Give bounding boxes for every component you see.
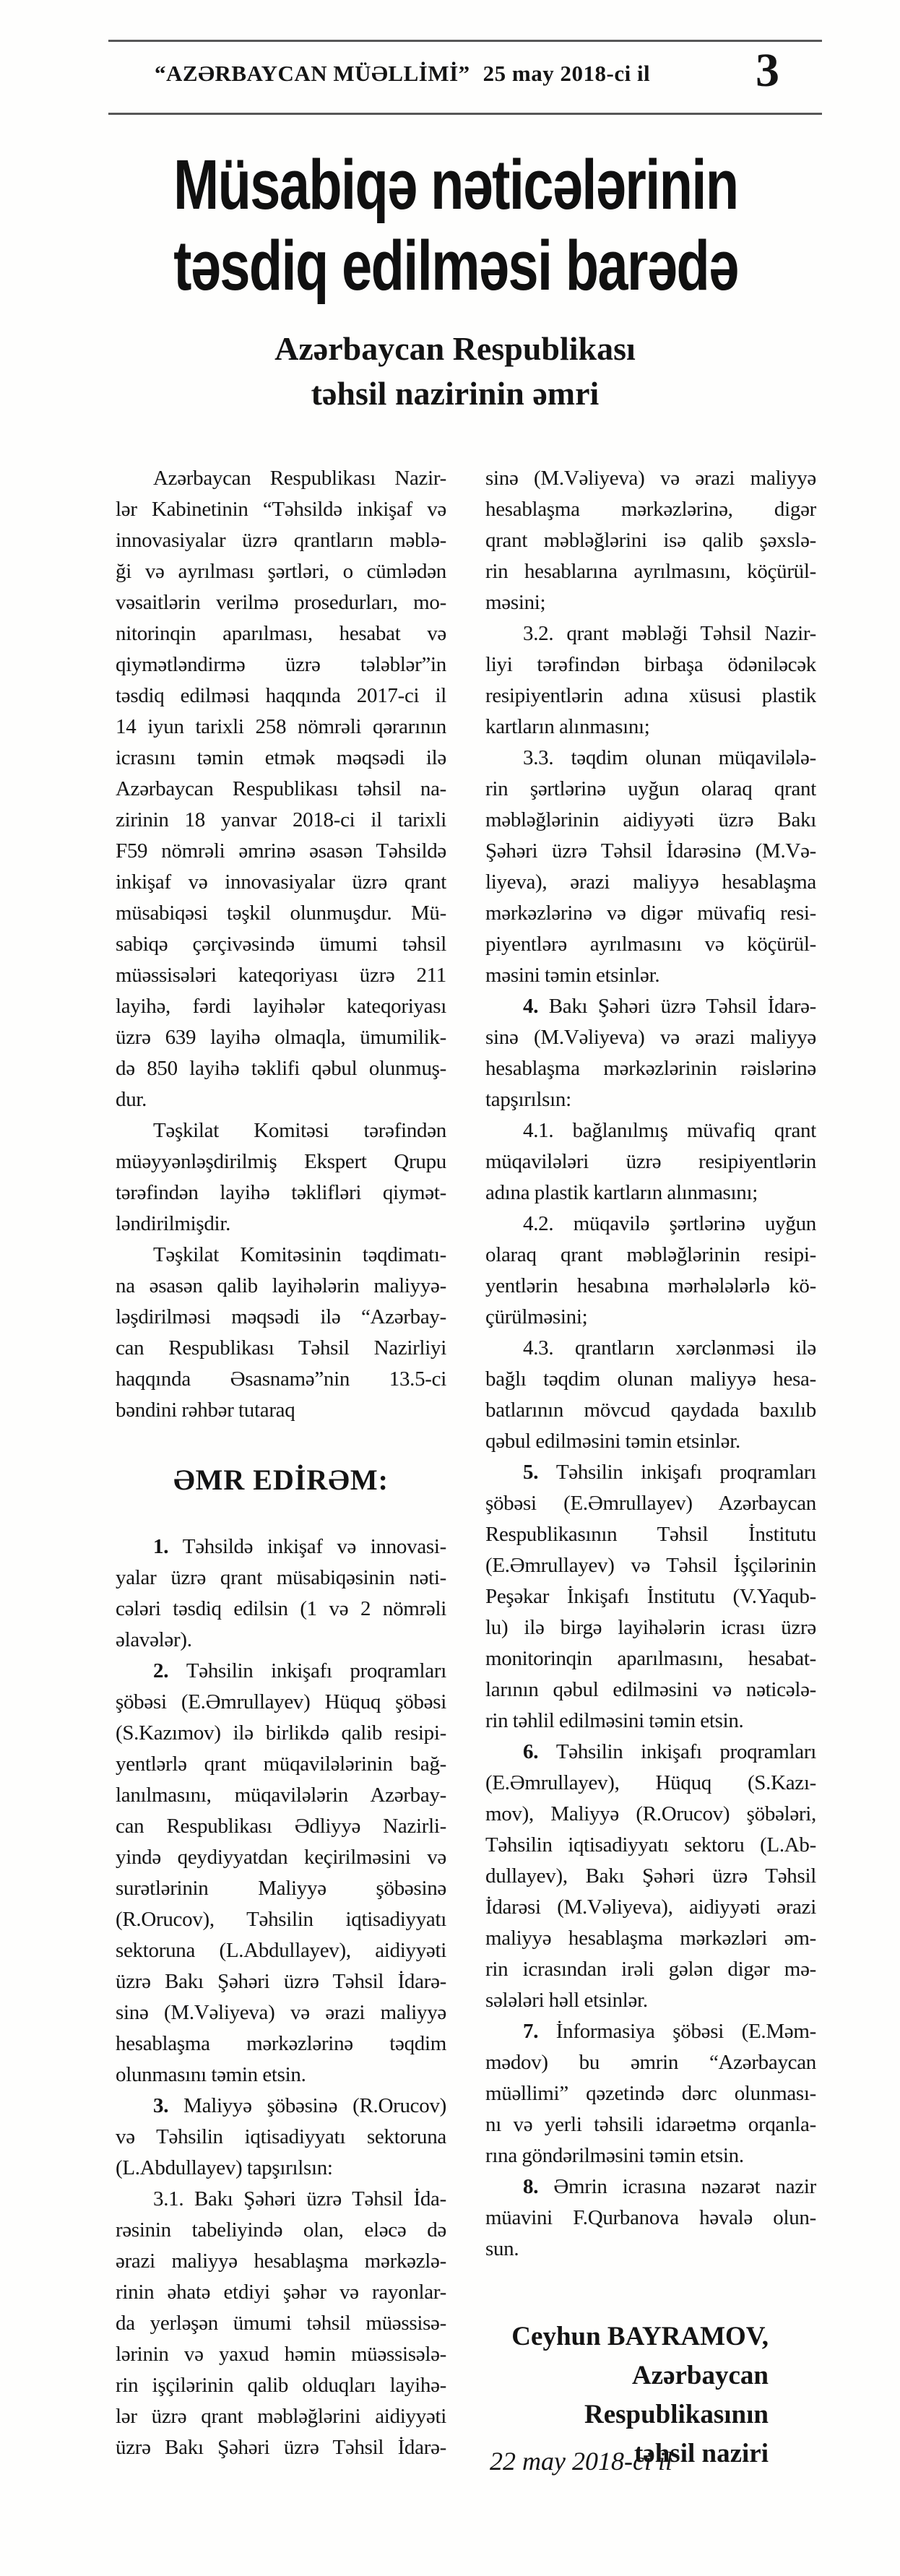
text-line: şöbəsi (E.Əmrullayev) Hüquq şöbəsi	[116, 1690, 446, 1713]
header-divider-bottom	[108, 113, 822, 115]
text-line: na əsasən qalib layihələrin maliyyə-	[116, 1274, 446, 1297]
text-line: (S.Kazımov) ilə birlikdə qalib resipi-	[116, 1721, 446, 1745]
paragraph	[116, 2091, 446, 2184]
text-line: 3.3. təqdim olunan müqavilələ-	[523, 746, 816, 769]
text-line: sektoruna (L.Abdullayev), aidiyyəti	[116, 1939, 446, 1962]
article-subtitle-line1: Azərbaycan Respublikası	[274, 330, 636, 367]
text-line: monitorinqin aparılmasını, hesabat-	[485, 1647, 816, 1670]
text-line: maliyyə hesablaşma mərkəzləri əm-	[485, 1927, 816, 1950]
text-line: 4.3. qrantların xərclənməsi ilə	[523, 1336, 816, 1360]
text-line: 4.1. bağlanılmış müvafiq qrant	[523, 1119, 816, 1142]
text-line: Təşkilat Komitəsi tərəfindən	[153, 1119, 446, 1142]
paragraph	[485, 2016, 816, 2171]
masthead-title: “AZƏRBAYCAN MÜƏLLİMİ”	[155, 61, 470, 86]
text-line: rin şərtlərinə uyğun olaraq qrant	[485, 777, 816, 800]
text-line: 8. Əmrin icrasına nəzarət nazir	[523, 2175, 816, 2198]
text-line: Peşəkar İnkişafı İnstitutu (V.Yaqub-	[485, 1585, 816, 1608]
text-line: ərazi maliyyə hesablaşma mərkəzlə-	[116, 2249, 446, 2273]
text-line: haqqında Əsasnamə”nin 13.5-ci	[116, 1367, 446, 1391]
text-line: tapşırılsın:	[485, 1088, 571, 1111]
text-line: olaraq qrant məbləğlərinin resipi-	[485, 1243, 816, 1266]
order-date: 22 may 2018-ci il	[490, 2447, 672, 2476]
text-line: yentlərin hesabına mərhələlərlə kö-	[485, 1274, 816, 1297]
text-line: müəllimi” qəzetində dərc olunması-	[485, 2082, 816, 2105]
text-line: sinə (M.Vəliyeva) və ərazi maliyyə	[485, 1026, 816, 1049]
text-line: tərəfindən layihə təklifləri qiymət-	[116, 1181, 446, 1204]
text-line: 5. Təhsilin inkişafı proqramları	[523, 1461, 816, 1484]
text-line: 7. İnformasiya şöbəsi (E.Məm-	[523, 2020, 816, 2043]
text-line: məsini təmin etsinlər.	[485, 964, 660, 987]
text-line: mərkəzlərinə və digər müvafiq resi-	[485, 902, 816, 925]
text-line: olunmasını təmin etsin.	[116, 2063, 306, 2086]
text-line: İdarəsi (M.Vəliyeva), aidiyyəti ərazi	[485, 1896, 816, 1919]
text-line: müəssisələri kateqoriyası üzrə 211	[116, 964, 446, 987]
text-line: can Respublikası Ədliyyə Nazirli-	[116, 1815, 446, 1838]
text-line: dullayev), Bakı Şəhəri üzrə Təhsil	[485, 1864, 816, 1888]
text-line: rin icrasından irəli gələn digər mə-	[485, 1958, 816, 1981]
text-line: Təşkilat Komitəsinin təqdimatı-	[153, 1243, 446, 1266]
text-line: çürülməsini;	[485, 1305, 588, 1328]
text-line: resipiyentlərin adına xüsusi plastik	[485, 684, 816, 707]
paragraph	[485, 1457, 816, 1737]
text-line: lər Kabinetinin “Təhsildə inkişaf və	[116, 498, 446, 521]
text-line: müəyyənləşdirilmiş Ekspert Qrupu	[116, 1150, 446, 1173]
paragraph	[116, 1656, 446, 2091]
text-line: 6. Təhsilin inkişafı proqramları	[523, 1740, 816, 1763]
text-line: qiymətləndirmə üzrə tələblər”in	[116, 653, 446, 676]
paragraph	[485, 1115, 816, 1209]
text-line: nitorinqin aparılması, hesabat və	[116, 622, 446, 645]
column-left	[116, 463, 446, 2463]
paragraph	[485, 743, 816, 991]
article-subtitle	[94, 327, 816, 416]
text-line: 4.2. müqavilə şərtlərinə uyğun	[523, 1212, 816, 1235]
text-line: F59 nömrəli əmrinə əsasən Təhsildə	[116, 839, 446, 863]
text-line: vəsaitlərin verilmə prosedurları, mo-	[116, 591, 446, 614]
text-line: mədov) bu əmrin “Azərbaycan	[485, 2051, 816, 2074]
text-line: sinə (M.Vəliyeva) və ərazi maliyyə	[485, 467, 816, 490]
article-title-text1: Müsabiqə nəticələrinin	[173, 145, 738, 224]
text-line: 3.2. qrant məbləği Təhsil Nazir-	[523, 622, 816, 645]
order-heading: ƏMR EDİRƏM:	[173, 1464, 389, 1496]
text-line: də 850 layihə təklifi qəbul olunmuş-	[116, 1057, 446, 1080]
text-line: bağlı təqdim olunan maliyyə hesa-	[485, 1367, 816, 1391]
text-line: hesablaşma mərkəzlərinə, digər	[485, 498, 816, 521]
text-line: (E.Əmrullayev) və Təhsil İşçilərinin	[485, 1554, 816, 1577]
text-line: qəbul edilməsini təmin etsinlər.	[485, 1430, 740, 1453]
text-line: surətlərinin Maliyyə şöbəsinə	[116, 1877, 446, 1900]
text-line: və Təhsilin iqtisadiyyatı sektoruna	[116, 2125, 446, 2148]
text-line: liyeva), ərazi maliyyə hesablaşma	[485, 870, 816, 894]
text-line: üzrə 639 layihə olmaqla, ümumilik-	[116, 1026, 446, 1049]
text-line: larının qəbul edilməsini və nəticələ-	[485, 1678, 816, 1701]
paragraph	[485, 1737, 816, 2016]
signature-role: təhsil naziri	[633, 2439, 769, 2468]
text-line: (L.Abdullayev) tapşırılsın:	[116, 2156, 333, 2179]
page-number: 3	[756, 44, 779, 97]
text-line: rin təhlil edilməsini təmin etsin.	[485, 1709, 744, 1732]
text-line: mov), Maliyyə (R.Orucov) şöbələri,	[485, 1802, 816, 1825]
text-line: 3. Maliyyə şöbəsinə (R.Orucov)	[153, 2094, 446, 2117]
text-line: piyentlərə ayrılmasını və köçürül-	[485, 933, 816, 956]
text-line: 2. Təhsilin inkişafı proqramları	[153, 1659, 446, 1682]
text-line: sinə (M.Vəliyeva) və ərazi maliyyə	[116, 2001, 446, 2024]
masthead	[155, 61, 650, 87]
text-line: (E.Əmrullayev), Hüquq (S.Kazı-	[485, 1771, 816, 1794]
text-line: Azərbaycan Respublikası təhsil na-	[116, 777, 446, 800]
text-line: lu) ilə birgə layihələrin icrası üzrə	[485, 1616, 816, 1639]
text-line: cələri təsdiq edilsin (1 və 2 nömrəli	[116, 1597, 446, 1620]
text-line: rin işçilərinin qalib olduqları layihə-	[116, 2374, 446, 2397]
text-line: müavini F.Qurbanova həvalə olun-	[485, 2206, 816, 2229]
text-line: sələləri həll etsinlər.	[485, 1989, 648, 2012]
text-line: ği və ayrılması şərtləri, o cümlədən	[116, 560, 446, 583]
header-divider-top	[108, 40, 822, 42]
text-line: nı və yerli təhsili idarəetmə orqanla-	[485, 2113, 816, 2136]
paragraph	[485, 1209, 816, 1333]
text-line: rına göndərilməsini təmin etsin.	[485, 2144, 744, 2167]
text-line: innovasiyalar üzrə qrantların məblə-	[116, 529, 446, 552]
paragraph	[485, 2171, 816, 2265]
text-line: üzrə Bakı Şəhəri üzrə Təhsil İdarə-	[116, 1970, 446, 1993]
article-title	[94, 144, 816, 306]
text-line: Respublikasının Təhsil İnstitutu	[485, 1523, 816, 1546]
text-line: kartların alınmasını;	[485, 715, 650, 738]
text-line: müsabiqəsi təşkil olunmuşdur. Mü-	[116, 902, 446, 925]
text-line: lər üzrə qrant məbləğlərini aidiyyəti	[116, 2405, 446, 2428]
text-line: ləşdirilməsi məqsədi ilə “Azərbay-	[116, 1305, 446, 1328]
signature-org: Azərbaycan Respublikasının	[584, 2361, 769, 2429]
text-line: şöbəsi (E.Əmrullayev) Azərbaycan	[485, 1492, 816, 1515]
text-line: əlavələr).	[116, 1628, 192, 1651]
paragraph	[485, 463, 816, 618]
text-line: 4. Bakı Şəhəri üzrə Təhsil İdarə-	[523, 995, 816, 1018]
article-title-line2	[94, 225, 816, 306]
paragraph	[116, 463, 446, 1115]
text-line: adına plastik kartların alınmasını;	[485, 1181, 758, 1204]
text-line: müqavilələri üzrə resipiyentlərin	[485, 1150, 816, 1173]
text-line: təsdiq edilməsi haqqında 2017-ci il	[116, 684, 446, 707]
column-right	[485, 463, 816, 2265]
text-line: layihə, fərdi layihələr kateqoriyası	[116, 995, 446, 1018]
article-subtitle-line2: təhsil nazirinin əmri	[311, 375, 600, 412]
text-line: məbləğlərinin aidiyyəti üzrə Bakı	[485, 808, 816, 831]
article-title-text2: təsdiq edilməsi barədə	[173, 226, 738, 305]
text-line: dur.	[116, 1088, 147, 1111]
text-line: yentlərlə qrant müqavilələrinin bağ-	[116, 1752, 446, 1776]
text-line: lanılmasını, müqavilələrin Azərbay-	[116, 1784, 446, 1807]
text-line: 3.1. Bakı Şəhəri üzrə Təhsil İda-	[153, 2187, 446, 2210]
text-line: yalar üzrə qrant müsabiqəsinin nəti-	[116, 1566, 446, 1589]
text-line: sabiqə çərçivəsində ümumi təhsil	[116, 933, 446, 956]
signature-name: Ceyhun BAYRAMOV,	[511, 2322, 769, 2351]
paragraph	[485, 991, 816, 1115]
text-line: rin hesablarına ayrılmasını, köçürül-	[485, 560, 816, 583]
paragraph	[485, 618, 816, 743]
article-title-line1	[94, 144, 816, 225]
text-line: məsini;	[485, 591, 546, 614]
text-line: icrasını təmin etmək məqsədi ilə	[116, 746, 446, 769]
paragraph	[116, 1240, 446, 1426]
text-line: inkişaf və innovasiyalar üzrə qrant	[116, 870, 446, 894]
text-line: Şəhəri üzrə Təhsil İdarəsinə (M.Və-	[485, 839, 816, 863]
paragraph	[116, 1531, 446, 1656]
text-line: rəsinin tabeliyində olan, eləcə də	[116, 2218, 446, 2242]
text-line: 1. Təhsildə inkişaf və innovasi-	[153, 1535, 446, 1558]
text-line: hesablaşma mərkəzlərinin rəislərinə	[485, 1057, 816, 1080]
paragraph	[116, 2184, 446, 2463]
text-line: sun.	[485, 2237, 519, 2260]
issue-date: 25 may 2018-ci il	[483, 61, 651, 86]
text-line: lərinin və yaxud həmin müəssisələ-	[116, 2343, 446, 2366]
text-line: üzrə Bakı Şəhəri üzrə Təhsil İdarə-	[116, 2436, 446, 2459]
paragraph	[116, 1115, 446, 1240]
text-line: rinin əhatə etdiyi şəhər və rayonlar-	[116, 2281, 446, 2304]
text-line: Təhsilin iqtisadiyyatı sektoru (L.Ab-	[485, 1833, 816, 1857]
text-line: ləndirilmişdir.	[116, 1212, 231, 1235]
text-line: liyi tərəfindən birbaşa ödəniləcək	[485, 653, 816, 676]
text-line: zirinin 18 yanvar 2018-ci il tarixli	[116, 808, 446, 831]
text-line: batlarının mövcud qaydada baxılıb	[485, 1399, 816, 1422]
text-line: da yerləşən ümumi təhsil müəssisə-	[116, 2312, 446, 2335]
text-line: 14 iyun tarixli 258 nömrəli qərarının	[116, 715, 446, 738]
text-line: hesablaşma mərkəzlərinə təqdim	[116, 2032, 446, 2055]
paragraph	[485, 1333, 816, 1457]
text-line: (R.Orucov), Təhsilin iqtisadiyyatı	[116, 1908, 446, 1931]
text-line: yində qeydiyyatdan keçirilməsini və	[116, 1846, 446, 1869]
text-line: Azərbaycan Respublikası Nazir-	[153, 467, 446, 490]
text-line: bəndini rəhbər tutaraq	[116, 1399, 295, 1422]
text-line: can Respublikası Təhsil Nazirliyi	[116, 1336, 446, 1360]
text-line: qrant məbləğlərini isə qalib şəxslə-	[485, 529, 816, 552]
